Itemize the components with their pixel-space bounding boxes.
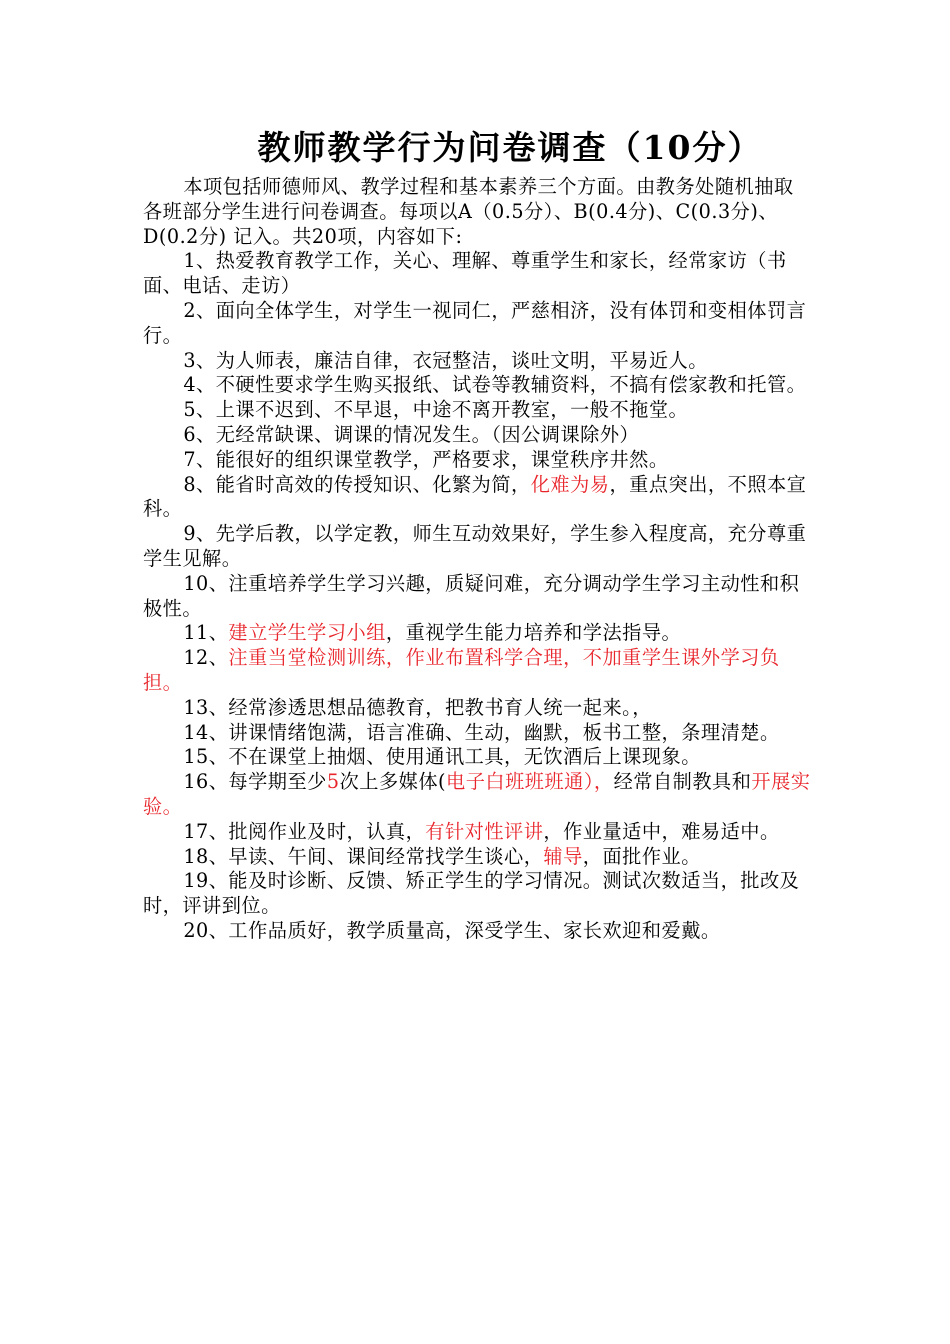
item-text: 6、无经常缺课、调课的情况发生。（因公调课除外） <box>183 422 640 446</box>
item-text: 经常自制教具和 <box>613 770 752 794</box>
highlighted-text: 开展实验。 <box>143 770 811 818</box>
highlighted-text: 5 <box>326 770 340 794</box>
list-item <box>143 869 813 919</box>
list-item <box>143 696 813 721</box>
item-text: 19、能及时诊断、反馈、矫正学生的学习情况。测试次数适当，批改及时，评讲到位。 <box>143 869 800 918</box>
item-text: ，作业量适中，难易适中。 <box>543 819 780 843</box>
item-text: 3、为人师表，廉洁自律，衣冠整洁，谈吐文明，平易近人。 <box>183 348 708 372</box>
intro-paragraph: 本项包括师德师风、教学过程和基本素养三个方面。由教务处随机抽取各班部分学生进行问卷调查。每项以A（0.5分）、B(0.4分)、C(0.3分)、D(0.2分) 记入。共20项，内容如下: <box>143 175 794 248</box>
list-item <box>143 522 813 572</box>
list-item <box>143 621 813 646</box>
list-item <box>143 820 813 845</box>
item-text: 18、早读、午间、课间经常找学生谈心， <box>183 844 544 868</box>
highlighted-text: 电子白班班班通）， <box>446 770 614 794</box>
item-text: 11、 <box>183 621 229 645</box>
item-text: ，重视学生能力培养和学法指导。 <box>385 621 682 645</box>
list-item <box>143 572 813 622</box>
list-item <box>143 398 813 423</box>
item-text: 13、经常渗透思想品德教育，把教书育人统一起来。， <box>183 695 652 719</box>
item-text: 7、能很好的组织课堂教学，严格要求，课堂秩序井然。 <box>183 447 669 471</box>
item-text: 20、工作品质好，教学质量高，深受学生、家长欢迎和爱戴。 <box>183 918 721 942</box>
item-text: 10、注重培养学生学习兴趣，质疑问难，充分调动学生学习主动性和积极性。 <box>143 571 800 620</box>
list-item <box>143 770 813 820</box>
highlighted-text: 有针对性评讲 <box>425 819 544 843</box>
list-item <box>143 249 813 299</box>
item-text: ，重点突出，不照本宣科。 <box>143 472 807 521</box>
item-text: 12、 <box>183 646 229 670</box>
list-item <box>143 845 813 870</box>
list-item <box>143 646 813 696</box>
list-item <box>143 473 813 523</box>
item-text: 5、上课不迟到、不早退，中途不离开教室，一般不拖堂。 <box>183 398 689 422</box>
item-text: 4、不硬性要求学生购买报纸、试卷等教辅资料，不搞有偿家教和托管。 <box>183 373 807 397</box>
item-text: 1、热爱教育教学工作，关心、理解、尊重学生和家长，经常家访（书面、电话、走访） <box>143 249 787 298</box>
document-body <box>143 175 813 944</box>
item-text: 14、讲课情绪饱满，语言准确、生动，幽默，板书工整，条理清楚。 <box>183 720 780 744</box>
highlighted-text: 辅导 <box>543 844 583 868</box>
list-item <box>143 299 813 349</box>
item-text: 15、不在课堂上抽烟、使用通讯工具，无饮酒后上课现象。 <box>183 745 701 769</box>
highlighted-text: 建立学生学习小组 <box>228 621 386 645</box>
list-item <box>143 919 813 944</box>
list-item <box>143 721 813 746</box>
item-text: 次上多媒体( <box>339 770 447 794</box>
item-text: 2、面向全体学生，对学生一视同仁，严慈相济，没有体罚和变相体罚言行。 <box>143 298 807 347</box>
item-text: ，面批作业。 <box>582 844 701 868</box>
list-item <box>143 423 813 448</box>
list-item <box>143 745 813 770</box>
highlighted-text: 注重当堂检测训练，作业布置科学合理，不加重学生课外学习负担。 <box>143 646 780 694</box>
item-text: 9、先学后教，以学定教，师生互动效果好，学生参入程度高，充分尊重学生见解。 <box>143 522 807 570</box>
item-list <box>143 249 813 943</box>
document-title: 教师教学行为问卷调查（10分） <box>257 128 763 167</box>
item-text: 17、批阅作业及时，认真， <box>183 819 426 843</box>
list-item <box>143 448 813 473</box>
item-text: 8、能省时高效的传授知识、化繁为简， <box>183 472 531 496</box>
highlighted-text: 化难为易 <box>530 472 610 496</box>
item-text: 16、每学期至少 <box>183 770 327 794</box>
list-item <box>143 349 813 374</box>
list-item <box>143 373 813 398</box>
